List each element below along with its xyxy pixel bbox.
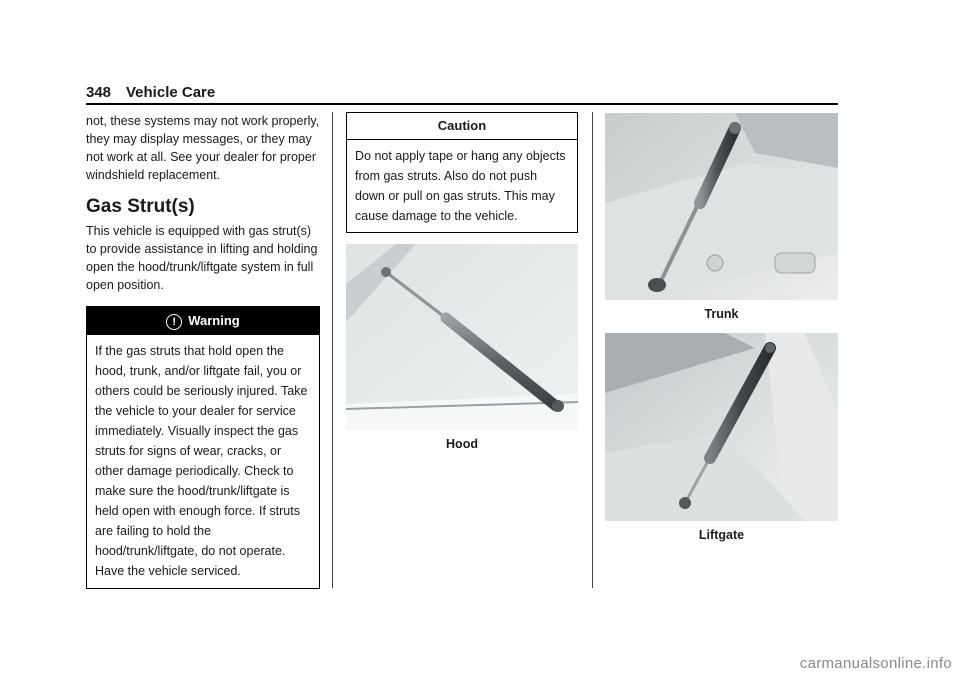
page-number: 348 xyxy=(86,84,112,101)
liftgate-caption: Liftgate xyxy=(698,528,745,542)
column-middle xyxy=(346,112,578,261)
caution-title: Caution xyxy=(347,113,577,140)
warning-header xyxy=(87,307,319,335)
liftgate-strut-image xyxy=(605,333,838,521)
column-divider xyxy=(592,112,593,588)
trunk-strut-image xyxy=(605,113,838,300)
warning-icon: ! xyxy=(166,314,182,330)
caution-box xyxy=(346,112,578,233)
header-rule xyxy=(86,103,838,105)
caution-text: Do not apply tape or hang any objects from gas struts. Also do not push down or pull on gas struts. This may cause damage to the vehicle. xyxy=(355,149,566,223)
watermark: carmanualsonline.info xyxy=(799,655,952,672)
warning-text: If the gas struts that hold open the hood, trunk, and/or liftgate fail, you or others could be seriously injured. Take the vehicle to your dealer for service immediately. Visually inspect the gas struts for signs of wear, cracks, or other damage periodically. Check to make sure the hood/trunk/liftgate is held open with enough force. If struts are failing to hold the hood/trunk/liftgate, do not operate. Have the vehicle serviced. xyxy=(95,344,308,578)
warning-box xyxy=(86,306,320,589)
trunk-caption: Trunk xyxy=(704,307,739,321)
gas-strut-body: This vehicle is equipped with gas strut(s) to provide assistance in lifting and holding open the hood/trunk/liftgate system in full open position. xyxy=(86,224,318,292)
warning-title: Warning xyxy=(188,313,240,328)
intro-paragraph: not, these systems may not work properly, they may display messages, or they may not work at all. See your dealer for proper windshield replacement. xyxy=(86,114,320,182)
column-left xyxy=(86,112,320,589)
hood-caption: Hood xyxy=(446,437,478,451)
hood-strut-image xyxy=(346,244,578,430)
section-title: Vehicle Care xyxy=(126,84,216,101)
gas-strut-heading: Gas Strut(s) xyxy=(86,196,195,217)
column-divider xyxy=(332,112,333,588)
